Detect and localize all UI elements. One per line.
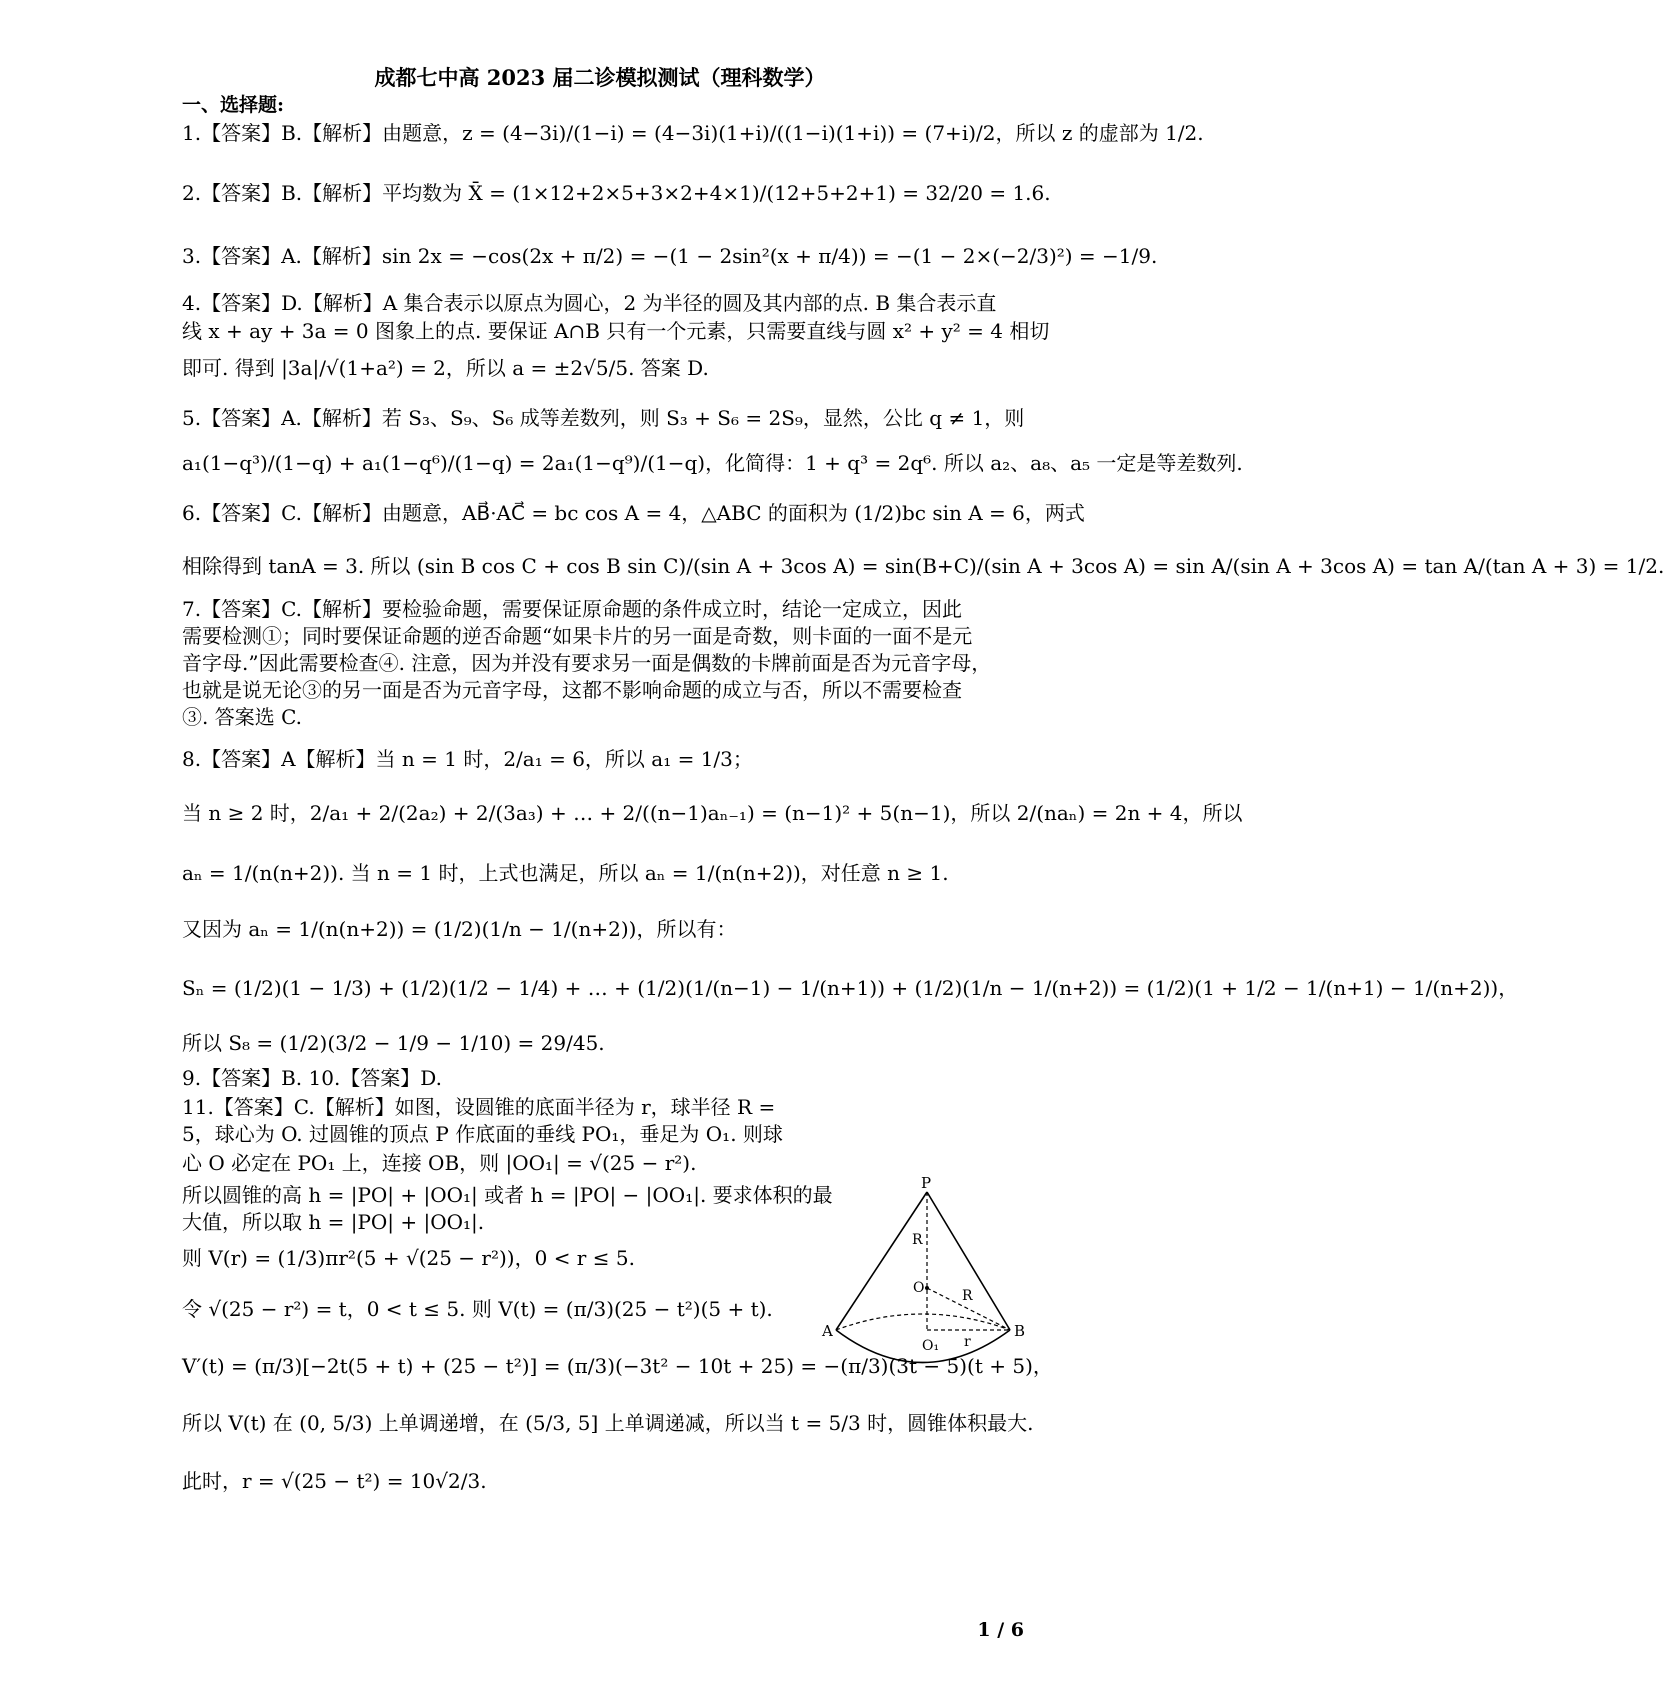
answer-line: 则 V(r) = (1/3)πr²(5 + √(25 − r²))，0 < r ≤ 5. <box>182 1246 635 1270</box>
answer-line: 所以圆锥的高 h = |PO| + |OO₁| 或者 h = |PO| − |OO₁|. 要求体积的最 <box>182 1183 833 1207</box>
fig-label-r-upper: R <box>912 1232 923 1248</box>
answer-line: 音字母.”因此需要检查④. 注意，因为并没有要求另一面是偶数的卡牌前面是否为元音字母， <box>182 651 992 675</box>
answer-line: 3.【答案】A.【解析】sin 2x = −cos(2x + π/2) = −(1 − 2sin²(x + π/4)) = −(1 − 2×(−2/3)²) = −1/9. <box>182 244 1158 268</box>
answer-line: 此时，r = √(25 − t²) = 10√2/3. <box>182 1469 487 1493</box>
answer-line: 也就是说无论③的另一面是否为元音字母，这都不影响命题的成立与否，所以不需要检查 <box>182 678 962 702</box>
fig-label-o: O <box>913 1280 925 1296</box>
answer-line: 11.【答案】C.【解析】如图，设圆锥的底面半径为 r，球半径 R = <box>182 1095 776 1119</box>
fig-label-r-base: r <box>964 1334 971 1350</box>
answer-line: 6.【答案】C.【解析】由题意，AB⃗·AC⃗ = bc cos A = 4，△ABC 的面积为 (1/2)bc sin A = 6，两式 <box>182 501 1085 525</box>
page-title: 成都七中高 2023 届二诊模拟测试（理科数学） <box>374 65 826 90</box>
answer-line: V′(t) = (π/3)[−2t(5 + t) + (25 − t²)] = (π/3)(−3t² − 10t + 25) = −(π/3)(3t − 5)(t + 5)， <box>182 1354 1053 1378</box>
fig-label-p: P <box>921 1174 932 1192</box>
answer-line: 当 n ≥ 2 时，2/a₁ + 2/(2a₂) + 2/(3a₃) + … + 2/((n−1)aₙ₋₁) = (n−1)² + 5(n−1)，所以 2/(naₙ) = 2n + 4，所以 <box>182 801 1243 825</box>
answer-line: 需要检测①；同时要保证命题的逆否命题“如果卡片的另一面是奇数，则卡面的一面不是元 <box>182 624 973 648</box>
answer-line: 所以 V(t) 在 (0, 5/3) 上单调递增，在 (5/3, 5] 上单调递减，所以当 t = 5/3 时，圆锥体积最大. <box>182 1411 1034 1435</box>
answer-line: ③. 答案选 C. <box>182 705 303 729</box>
fig-label-o1: O₁ <box>922 1338 940 1354</box>
fig-label-a: A <box>822 1322 833 1340</box>
answer-line: 5.【答案】A.【解析】若 S₃、S₉、S₆ 成等差数列，则 S₃ + S₆ = 2S₉，显然，公比 q ≠ 1，则 <box>182 406 1025 430</box>
answer-line: 又因为 aₙ = 1/(n(n+2)) = (1/2)(1/n − 1/(n+2))，所以有： <box>182 917 737 941</box>
fig-label-r-radius: R <box>962 1288 973 1304</box>
fig-label-b: B <box>1014 1322 1026 1340</box>
answer-line: 4.【答案】D.【解析】A 集合表示以原点为圆心，2 为半径的圆及其内部的点. B 集合表示直 <box>182 291 997 315</box>
answer-line: 令 √(25 − r²) = t，0 < t ≤ 5. 则 V(t) = (π/3)(25 − t²)(5 + t). <box>182 1297 773 1321</box>
answer-line: 大值，所以取 h = |PO| + |OO₁|. <box>182 1210 485 1234</box>
cone-figure <box>822 1174 1032 1390</box>
answer-line: 相除得到 tanA = 3. 所以 (sin B cos C + cos B sin C)/(sin A + 3cos A) = sin(B+C)/(sin A + 3cos A) = sin A/(sin A + 3cos A) = tan A/(tan A + 3) = 1/2. <box>182 554 1664 578</box>
answer-line: 9.【答案】B. 10.【答案】D. <box>182 1066 442 1090</box>
page-number: 1 / 6 <box>977 1619 1024 1641</box>
answer-line: 5，球心为 O. 过圆锥的顶点 P 作底面的垂线 PO₁，垂足为 O₁. 则球 <box>182 1122 783 1146</box>
answer-line: 即可. 得到 |3a|/√(1+a²) = 2，所以 a = ±2√5/5. 答案 D. <box>182 356 709 380</box>
answer-line: 心 O 必定在 PO₁ 上，连接 OB，则 |OO₁| = √(25 − r²). <box>182 1151 697 1175</box>
answer-line: 线 x + ay + 3a = 0 图象上的点. 要保证 A∩B 只有一个元素，只需要直线与圆 x² + y² = 4 相切 <box>182 319 1050 343</box>
answer-line: 2.【答案】B.【解析】平均数为 X̄ = (1×12+2×5+3×2+4×1)/(12+5+2+1) = 32/20 = 1.6. <box>182 181 1051 205</box>
answer-line: 1.【答案】B.【解析】由题意，z = (4−3i)/(1−i) = (4−3i)(1+i)/((1−i)(1+i)) = (7+i)/2，所以 z 的虚部为 1/2. <box>182 121 1204 145</box>
answer-line: 8.【答案】A【解析】当 n = 1 时，2/a₁ = 6，所以 a₁ = 1/3； <box>182 747 753 771</box>
answer-line: Sₙ = (1/2)(1 − 1/3) + (1/2)(1/2 − 1/4) + … + (1/2)(1/(n−1) − 1/(n+1)) + (1/2)(1/n − 1/(n+2)) = (1/2)(1 + 1/2 − 1/(n+1) − 1/(n+2))， <box>182 976 1519 1000</box>
section-heading: 一、选择题: <box>182 94 285 116</box>
answer-line: 所以 S₈ = (1/2)(3/2 − 1/9 − 1/10) = 29/45. <box>182 1031 605 1055</box>
answer-line: 7.【答案】C.【解析】要检验命题，需要保证原命题的条件成立时，结论一定成立，因此 <box>182 597 963 621</box>
answer-line: a₁(1−q³)/(1−q) + a₁(1−q⁶)/(1−q) = 2a₁(1−q⁹)/(1−q)，化简得：1 + q³ = 2q⁶. 所以 a₂、a₈、a₅ 一定是等差数列. <box>182 451 1243 475</box>
answer-line: aₙ = 1/(n(n+2)). 当 n = 1 时，上式也满足，所以 aₙ = 1/(n(n+2))，对任意 n ≥ 1. <box>182 861 949 885</box>
